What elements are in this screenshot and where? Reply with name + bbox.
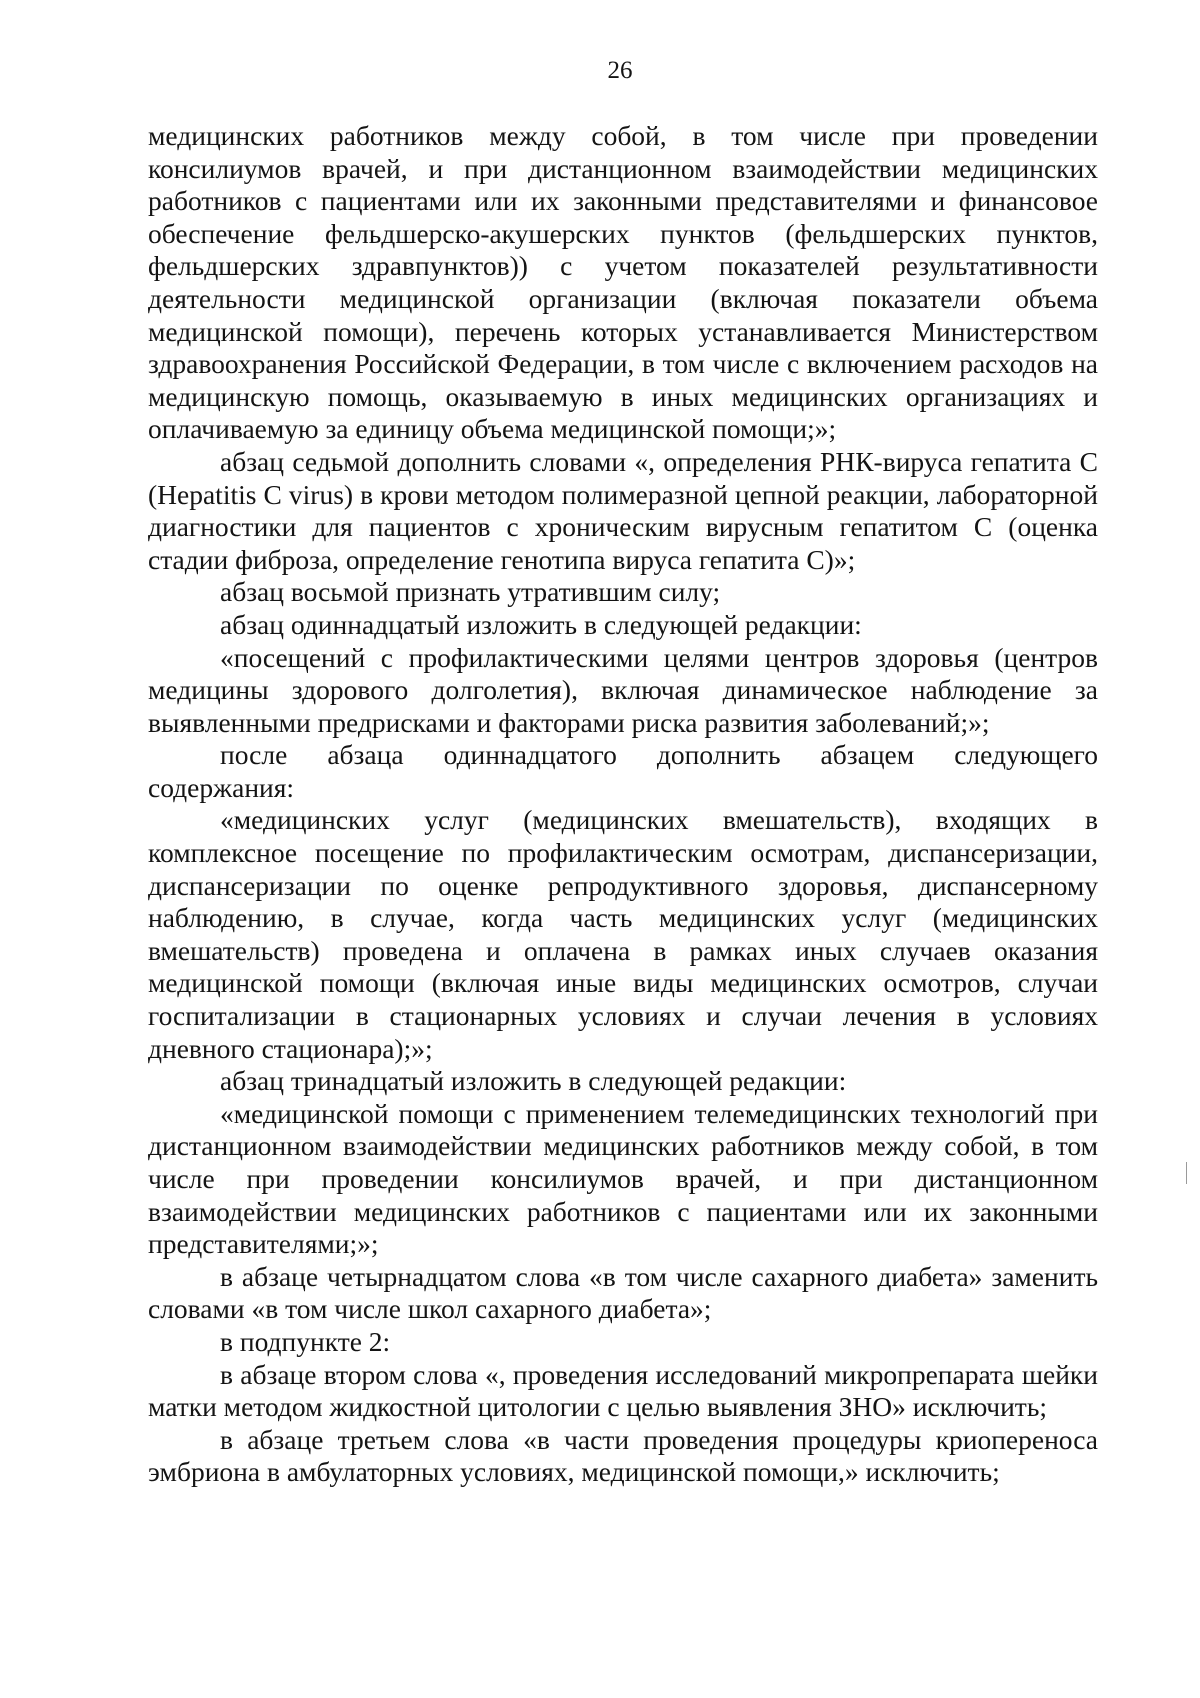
page-number: 26 [607,57,633,84]
paragraph-eleventh-intro: абзац одиннадцатый изложить в следующей редакции: [220,608,862,640]
paragraph-after-eleventh-intro: после абзаца одиннадцатого дополнить абзацем следующего содержания: [148,739,1098,803]
paragraph-subpoint-2: в подпункте 2: [220,1325,391,1357]
paragraph-eighth-repeal: абзац восьмой признать утратившим силу; [220,576,721,608]
paragraph-thirteenth-text: «медицинской помощи с применением телемедицинских технологий при дистанционном взаимодействии медицинских работников между собой, в том числе при проведении консилиумов врачей, и при дистанционном взаимодействии медицинских работников с пациентами или их законными представителями;»; [148,1097,1098,1260]
paragraph-thirteenth-intro: абзац тринадцатый изложить в следующей редакции: [220,1065,847,1097]
paragraph-fourteenth-change: в абзаце четырнадцатом слова «в том числе сахарного диабета» заменить словами «в том числе школ сахарного диабета»; [148,1260,1098,1325]
paragraph-eleventh-text: «посещений с профилактическими целями центров здоровья (центров медицины здорового долголетия), включая динамическое наблюдение за выявленными предрисками и факторами риска развития заболеваний;»; [148,641,1098,738]
paragraph-third-change: в абзаце третьем слова «в части проведения процедуры криопереноса эмбриона в амбулаторных условиях, медицинской помощи,» исключить; [148,1423,1098,1488]
paragraph-seventh-addition: абзац седьмой дополнить словами «, определения РНК-вируса гепатита С (Hepatitis C virus) в крови методом полимеразной цепной реакции, лабораторной диагностики для пациентов с хроническим вирусным гепатитом С (оценка стадии фиброза, определение генотипа вируса гепатита С)»; [148,445,1098,575]
paragraph-new-text: «медицинских услуг (медицинских вмешательств), входящих в комплексное посещение по профилактическим осмотрам, диспансеризации, диспансеризации по оценке репродуктивного здоровья, диспансерному наблюдению, в случае, когда часть медицинских услуг (медицинских вмешательств) проведена и оплачена в рамках иных случаев оказания медицинской помощи (включая иные виды медицинских осмотров, случаи госпитализации в стационарных условиях и случаи лечения в условиях дневного стационара);»; [148,804,1098,1064]
scan-edge-mark [1186,1162,1187,1184]
document-body [148,120,1098,1489]
paragraph-second-change: в абзаце втором слова «, проведения исследований микропрепарата шейки матки методом жидкостной цитологии с целью выявления ЗНО» исключить; [148,1358,1098,1423]
paragraph-continuation: медицинских работников между собой, в том числе при проведении консилиумов врачей, и при дистанционном взаимодействии медицинских работников с пациентами или их законными представителями и финансовое обеспечение фельдшерско-акушерских пунктов (фельдшерских пунктов, фельдшерских здравпунктов)) с учетом показателей результативности деятельности медицинской организации (включая показатели объема медицинской помощи), перечень которых устанавливается Министерством здравоохранения Российской Федерации, в том числе с включением расходов на медицинскую помощь, оказываемую в иных медицинских организациях и оплачиваемую за единицу объема медицинской помощи;»; [148,120,1098,445]
